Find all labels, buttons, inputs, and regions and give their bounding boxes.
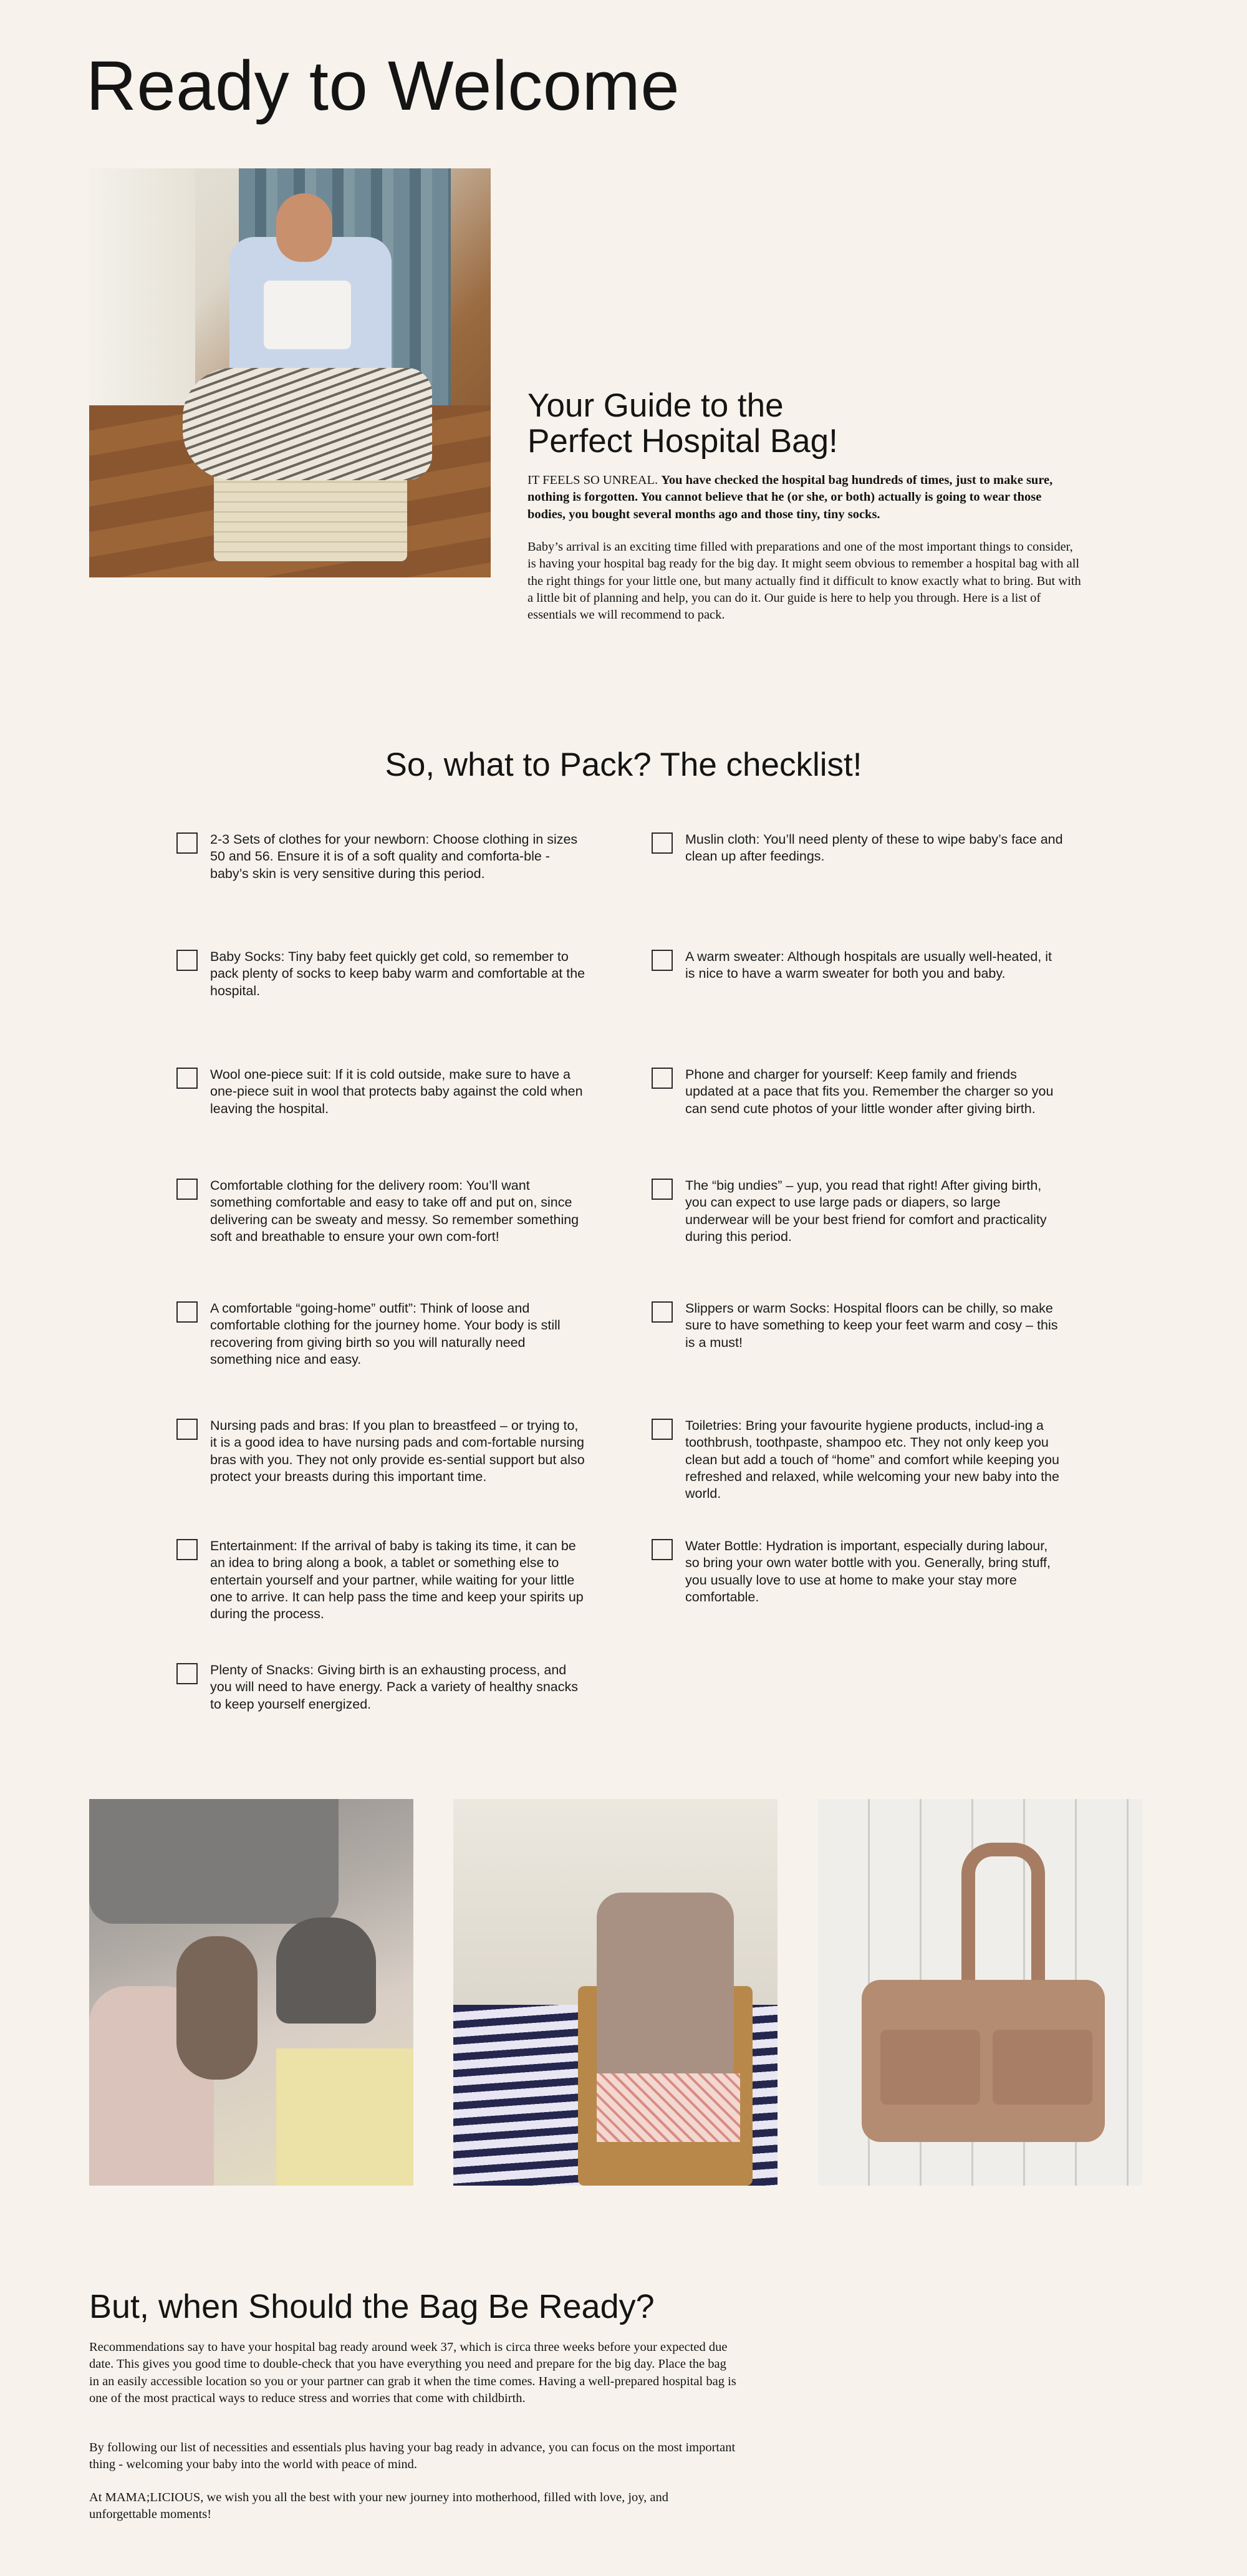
- checkbox[interactable]: [652, 1301, 673, 1323]
- checklist-item-text: Entertainment: If the arrival of baby is taking its time, it can be an idea to bring along a book, a tablet or something else to entertain yourself and your partner, while waiting for your little one to arrive. It can help pass the time and keep your spirits up during the process.: [210, 1538, 584, 1622]
- teddy-bear-shape: [176, 1936, 258, 2080]
- checklist-item-text: Nursing pads and bras: If you plan to breastfeed – or trying to, it is a good idea to have nursing pads and com-fortable nursing bras with you. They not only provide es-sential support but also protect your breasts during this important time.: [210, 1418, 585, 1484]
- head-shape: [276, 193, 332, 262]
- checklist-item: [176, 831, 588, 882]
- bag-pocket-shape: [993, 2030, 1092, 2105]
- checkbox[interactable]: [652, 1539, 673, 1560]
- hero-photo: [89, 168, 491, 577]
- checklist-item: [176, 1066, 588, 1117]
- guide-lead: [527, 472, 1082, 523]
- muslin-cloth-shape: [276, 2048, 413, 2186]
- checkbox[interactable]: [176, 1301, 198, 1323]
- checklist-item: [176, 1662, 588, 1713]
- ready-title: But, when Should the Bag Be Ready?: [89, 2288, 655, 2325]
- cushion-shape: [597, 2073, 740, 2142]
- checklist-title: So, what to Pack? The checklist!: [385, 746, 862, 783]
- checklist-item-text: A comfortable “going-home” outfit”: Think of loose and comfortable clothing for the journey home. Your body is still recovering from giving birth so you will naturally need something nice and easy.: [210, 1301, 561, 1367]
- bag-on-chair-photo: [453, 1799, 778, 2186]
- checkbox[interactable]: [176, 950, 198, 971]
- checklist-item-text: Water Bottle: Hydration is important, especially during labour, so bring your own water bottle with you. Generally, bring stuff, you usually love to use at home to make your stay more comfortable.: [685, 1538, 1051, 1604]
- checklist-item: [652, 1538, 1063, 1606]
- checkbox[interactable]: [652, 1419, 673, 1440]
- checklist-item-text: Comfortable clothing for the delivery room: You’ll want something comfortable and easy to take off and put on, since delivering can be sweaty and messy. So remember something soft and breathable to ensure your own com-fort!: [210, 1178, 579, 1244]
- checkbox[interactable]: [176, 1539, 198, 1560]
- checklist-item: [652, 1066, 1063, 1117]
- checkbox[interactable]: [176, 1419, 198, 1440]
- checklist-item: [652, 831, 1063, 866]
- trousers-shape: [183, 368, 432, 480]
- checkbox[interactable]: [652, 950, 673, 971]
- ready-paragraph-3: At MAMA;LICIOUS, we wish you all the best with your new journey into motherhood, filled with love, joy, and unforgettable moments!: [89, 2491, 669, 2522]
- checklist-item: [176, 1538, 588, 1623]
- checklist-item-text: Muslin cloth: You’ll need plenty of these to wipe baby’s face and clean up after feedings.: [685, 832, 1063, 864]
- checklist-item: [176, 1417, 588, 1485]
- checklist-item-text: Wool one-piece suit: If it is cold outside, make sure to have a one-piece suit in wool that protects baby against the cold when leaving the hospital.: [210, 1067, 583, 1116]
- checklist-item-text: Slippers or warm Socks: Hospital floors can be chilly, so make sure to have something to keep your feet warm and cosy – this is a must!: [685, 1301, 1058, 1350]
- guide-title: [527, 388, 1089, 459]
- checkbox[interactable]: [176, 832, 198, 854]
- checklist-item-text: The “big undies” – yup, you read that right! After giving birth, you can expect to use large pads or diapers, so large underwear will be your best friend for comfort and practicality during this period.: [685, 1178, 1047, 1244]
- checkbox[interactable]: [176, 1179, 198, 1200]
- hanging-bag-photo: [818, 1799, 1142, 2186]
- checklist-item: [652, 1177, 1063, 1245]
- baby-items-photo: [89, 1799, 413, 2186]
- checklist-item-text: Phone and charger for yourself: Keep family and friends updated at a pace that fits you. Remember the charger so you can send cute photos of your little wonder after giving birth.: [685, 1067, 1054, 1116]
- guide-lead-bold: You have checked the hospital bag hundreds of times, just to make sure, nothing is forgotten. You cannot believe that he (or she, or both) actually is going to wear those bodies, you bought several months ago and those tiny, tiny socks.: [527, 473, 1053, 521]
- checklist-item: [176, 948, 588, 1000]
- checkbox[interactable]: [652, 832, 673, 854]
- checklist-item-text: 2-3 Sets of clothes for your newborn: Choose clothing in sizes 50 and 56. Ensure it is of a soft quality and comforta-ble - baby’s skin is very sensitive during this period.: [210, 832, 578, 881]
- checklist-item: [176, 1177, 588, 1245]
- knit-hat-shape: [276, 1918, 376, 2024]
- checklist-item: [176, 1300, 588, 1368]
- guide-body: Baby’s arrival is an exciting time filled with preparations and one of the most important things to consider, is having your hospital bag ready for the big day. It might seem obvious to remember a hospital bag with all the right things for your little one, but many actually find it difficult to know exactly what to bring. But with a little bit of planning and help, you can do it. Our guide is here to help you through. Here is a list of essentials we will recommend to pack.: [527, 540, 1081, 622]
- grey-bag-shape: [89, 1799, 339, 1924]
- ready-paragraph-1: Recommendations say to have your hospital bag ready around week 37, which is circa three weeks before your expected due date. This gives you good time to double-check that you have everything you need and prepare for the big day. Place the bag in an easily accessible location so you or your partner can grab it when the time comes. Having a well-prepared hospital bag is one of the most practical ways to reduce stress and worries that come with childbirth.: [89, 2340, 736, 2405]
- bag-pocket-shape: [880, 2030, 980, 2105]
- checklist-item-text: Plenty of Snacks: Giving birth is an exhausting process, and you will need to have energy. Pack a variety of healthy snacks to keep yourself energized.: [210, 1662, 578, 1712]
- checkbox[interactable]: [176, 1068, 198, 1089]
- checklist-item: [652, 1417, 1063, 1502]
- page-title: Ready to Welcome: [86, 47, 680, 125]
- checkbox[interactable]: [652, 1068, 673, 1089]
- top-shape: [264, 281, 351, 349]
- ready-paragraph-2: By following our list of necessities and essentials plus having your bag ready in advance, you can focus on the most important thing - welcoming your baby into the world with peace of mind.: [89, 2441, 736, 2472]
- guide-lead-caps: IT FEELS SO UNREAL.: [527, 473, 658, 487]
- guide-title-line-2: Perfect Hospital Bag!: [527, 423, 838, 460]
- checkbox[interactable]: [176, 1663, 198, 1684]
- checklist-item-text: Toiletries: Bring your favourite hygiene products, includ-ing a toothbrush, toothpaste, shampoo etc. They not only keep you clean but add a touch of “home” and comfort while keeping you refreshed and relaxed, while welcoming your new baby into the world.: [685, 1418, 1059, 1502]
- checklist-item-text: Baby Socks: Tiny baby feet quickly get cold, so remember to pack plenty of socks to keep baby warm and comfortable at the hospital.: [210, 949, 585, 998]
- checklist-item: [652, 1300, 1063, 1351]
- checklist-item-text: A warm sweater: Although hospitals are usually well-heated, it is nice to have a warm sweater for both you and baby.: [685, 949, 1052, 982]
- guide-title-line-1: Your Guide to the: [527, 387, 784, 424]
- checklist-item: [652, 948, 1063, 983]
- checkbox[interactable]: [652, 1179, 673, 1200]
- bag-shape: [597, 1893, 734, 2080]
